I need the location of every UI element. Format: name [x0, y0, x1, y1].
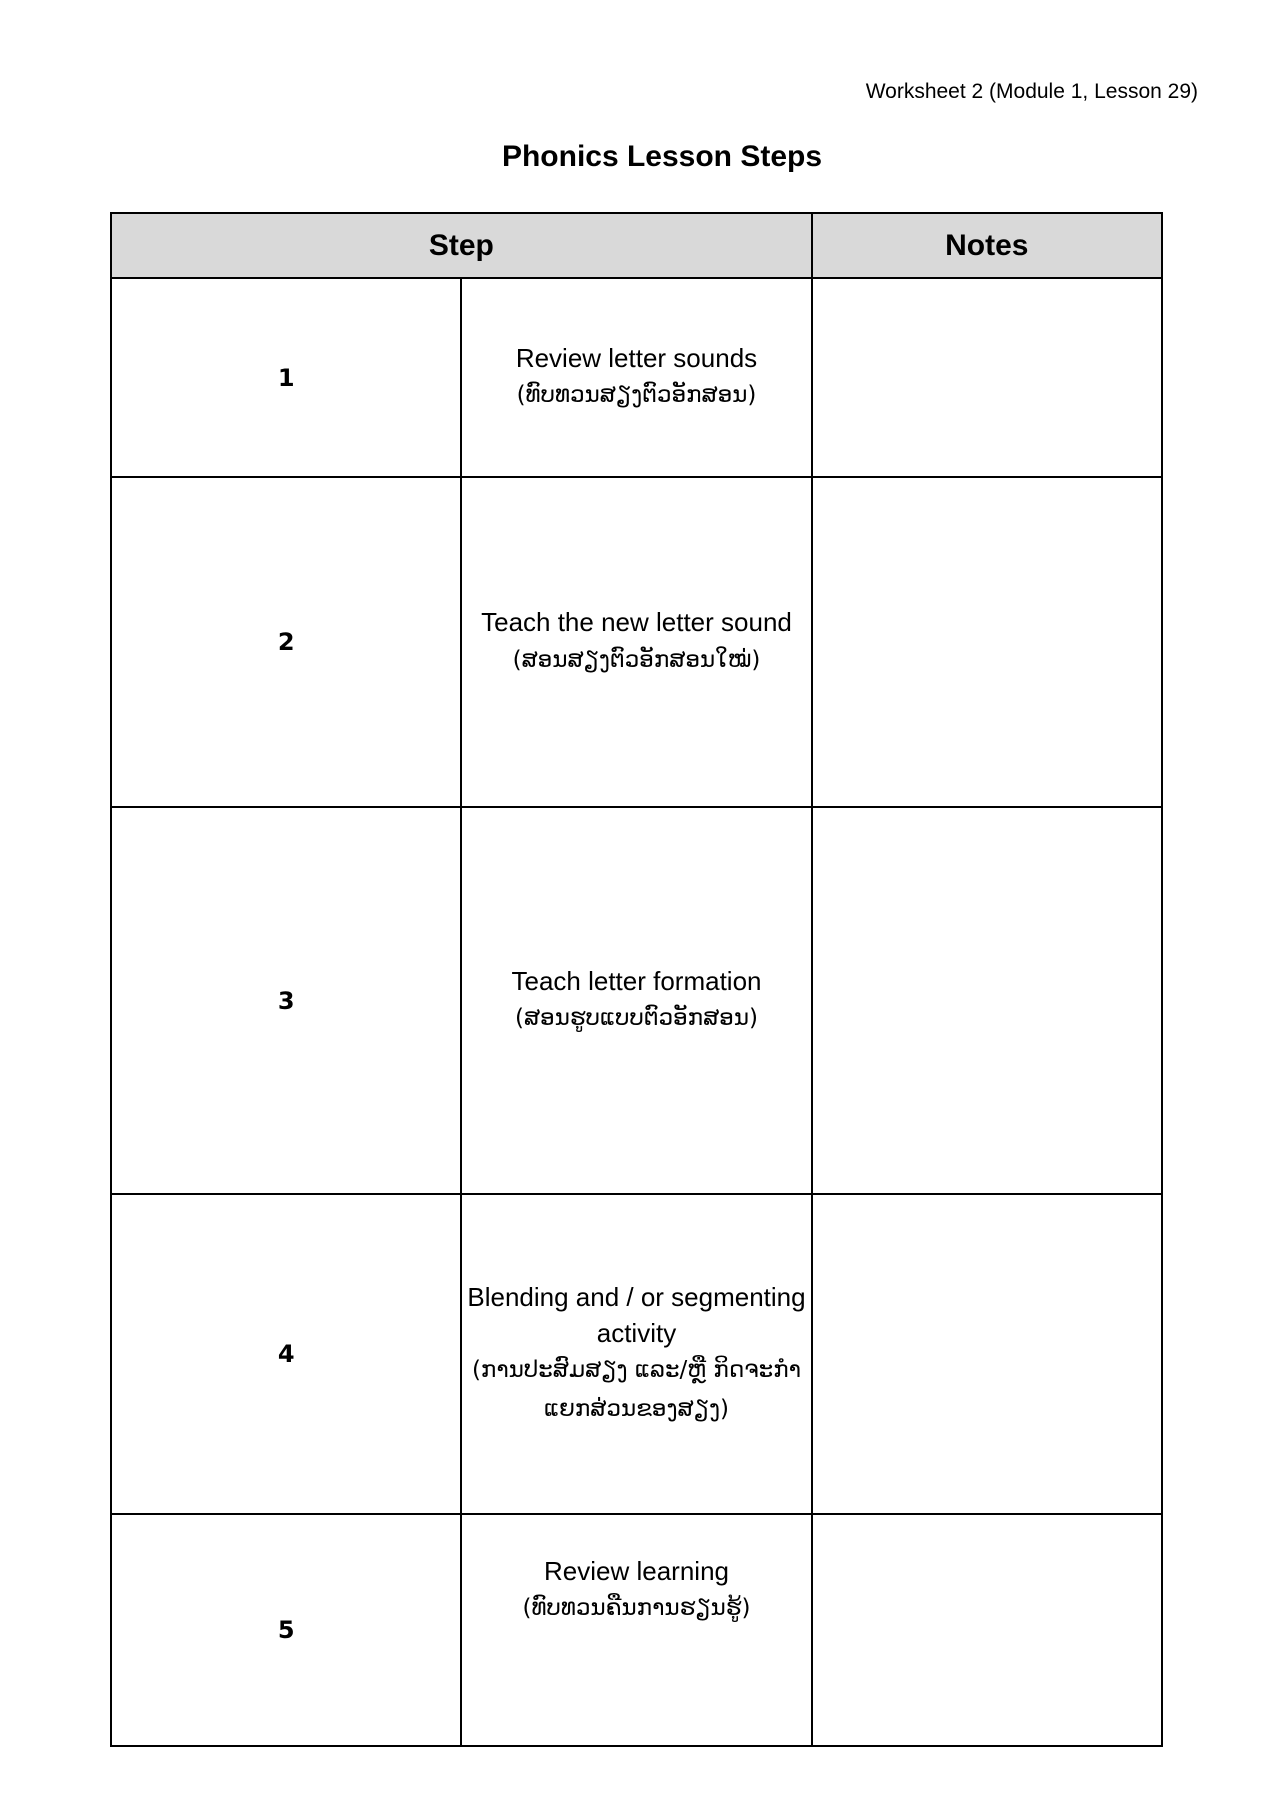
- notes-cell[interactable]: [812, 278, 1162, 477]
- step-label-lao: (ທົບທວນຄືນການຮຽນຮູ້): [522, 1595, 751, 1622]
- table-row: [111, 278, 1162, 477]
- notes-cell[interactable]: [812, 1194, 1162, 1514]
- notes-cell[interactable]: [812, 1514, 1162, 1746]
- table-row: [111, 1514, 1162, 1746]
- step-label: [461, 807, 811, 1194]
- step-label-lao: (ສອນສຽງຕົວອັກສອນໃໝ່): [512, 646, 761, 673]
- step-label-english: Review learning: [544, 1556, 729, 1586]
- step-number: 4: [111, 1194, 461, 1514]
- table-row: [111, 1194, 1162, 1514]
- step-label-english: Teach letter formation: [511, 965, 762, 996]
- notes-cell[interactable]: [812, 477, 1162, 807]
- step-number: 5: [111, 1514, 461, 1746]
- phonics-steps-table: [110, 212, 1163, 1747]
- step-label: [461, 1514, 811, 1746]
- table-row: [111, 807, 1162, 1194]
- page-title: Phonics Lesson Steps: [501, 140, 823, 173]
- step-label: [461, 1194, 811, 1514]
- step-label-lao: (ທົບທວນສຽງຕົວອັກສອນ): [516, 382, 757, 409]
- worksheet-reference: Worksheet 2 (Module 1, Lesson 29): [865, 80, 1198, 103]
- step-label-english: Blending and / or segmenting activity: [467, 1281, 806, 1348]
- step-number: 3: [111, 807, 461, 1194]
- step-label: [461, 278, 811, 477]
- column-header-notes: Notes: [812, 213, 1162, 278]
- step-label-english: Teach the new letter sound: [481, 607, 792, 638]
- step-label-lao: (ການປະສົມສຽງ ແລະ/ຫຼື ກິດຈະກຳແຍກສ່ວນຂອງສຽງ): [471, 1357, 802, 1423]
- table-row: [111, 477, 1162, 807]
- step-label-lao: (ສອນຮູບແບບຕົວອັກສອນ): [515, 1005, 758, 1032]
- step-number: 2: [111, 477, 461, 807]
- notes-cell[interactable]: [812, 807, 1162, 1194]
- step-label: [461, 477, 811, 807]
- column-header-step: Step: [111, 213, 812, 278]
- step-number: 1: [111, 278, 461, 477]
- table-header-row: [111, 213, 1162, 278]
- step-label-english: Review letter sounds: [515, 342, 758, 373]
